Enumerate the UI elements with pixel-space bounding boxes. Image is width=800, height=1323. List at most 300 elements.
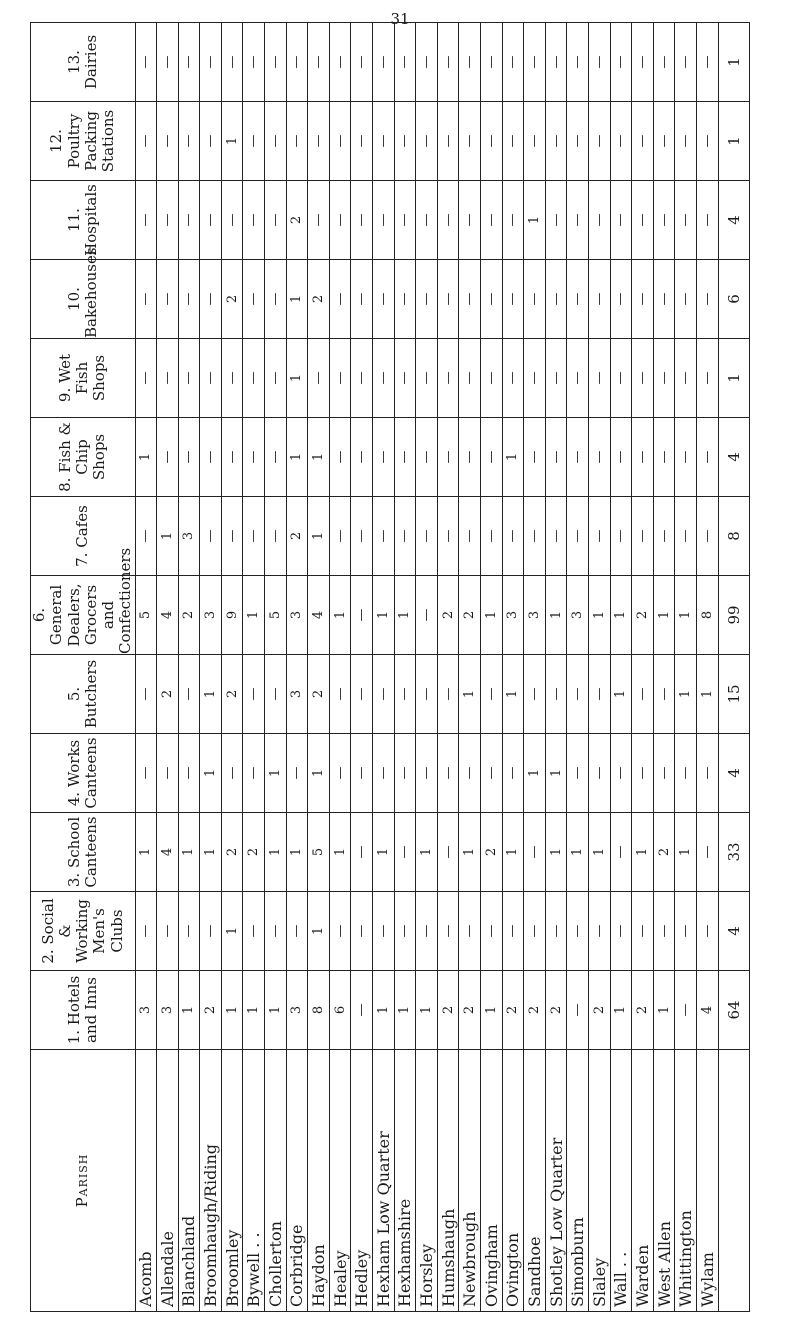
table-cell: — bbox=[696, 892, 718, 971]
table-cell: 1 bbox=[286, 813, 308, 892]
table-cell: — bbox=[610, 813, 632, 892]
table-cell: — bbox=[675, 892, 697, 971]
table-cell: — bbox=[437, 734, 459, 813]
column-header: 5. Butchers bbox=[31, 655, 136, 734]
table-cell: 2 bbox=[308, 655, 330, 734]
table-row bbox=[524, 23, 546, 1312]
table-cell: — bbox=[696, 734, 718, 813]
table-cell: — bbox=[200, 181, 222, 260]
table-cell: — bbox=[653, 102, 675, 181]
table-row bbox=[221, 23, 243, 1312]
table-cell: — bbox=[675, 418, 697, 497]
total-cell: 1 bbox=[718, 102, 749, 181]
table-cell: 2 bbox=[545, 971, 567, 1050]
table-cell: — bbox=[696, 339, 718, 418]
table-cell: — bbox=[632, 418, 654, 497]
table-cell: — bbox=[696, 102, 718, 181]
table-cell: 1 bbox=[178, 813, 200, 892]
establishments-table bbox=[30, 22, 750, 1312]
table-cell: — bbox=[524, 260, 546, 339]
table-cell: — bbox=[588, 892, 610, 971]
total-cell: 4 bbox=[718, 892, 749, 971]
table-cell: — bbox=[588, 102, 610, 181]
table-cell: 1 bbox=[265, 971, 287, 1050]
table-cell: — bbox=[545, 892, 567, 971]
table-cell: 2 bbox=[157, 655, 179, 734]
table-cell: 3 bbox=[286, 971, 308, 1050]
table-cell: — bbox=[135, 181, 157, 260]
table-cell: 1 bbox=[373, 971, 395, 1050]
total-cell: 1 bbox=[718, 339, 749, 418]
table-cell: — bbox=[459, 339, 481, 418]
table-cell: — bbox=[135, 734, 157, 813]
table-cell: — bbox=[459, 497, 481, 576]
table-cell: — bbox=[351, 576, 373, 655]
totals-label-cell bbox=[718, 1050, 749, 1312]
table-cell: 4 bbox=[157, 576, 179, 655]
table-cell: 1 bbox=[545, 813, 567, 892]
parish-name: Shotley Low Quarter bbox=[545, 1050, 567, 1312]
table-row bbox=[481, 23, 503, 1312]
table-cell: — bbox=[373, 102, 395, 181]
total-cell: 99 bbox=[718, 576, 749, 655]
rotated-table-wrapper bbox=[30, 22, 750, 1312]
table-cell: — bbox=[588, 23, 610, 102]
table-cell: — bbox=[502, 181, 524, 260]
table-cell: 1 bbox=[524, 181, 546, 260]
table-cell: — bbox=[653, 734, 675, 813]
table-cell: — bbox=[437, 260, 459, 339]
table-cell: — bbox=[178, 655, 200, 734]
table-row bbox=[567, 23, 589, 1312]
table-cell: — bbox=[178, 23, 200, 102]
table-cell: — bbox=[135, 23, 157, 102]
total-cell: 6 bbox=[718, 260, 749, 339]
table-cell: 1 bbox=[394, 971, 416, 1050]
table-cell: — bbox=[481, 655, 503, 734]
table-cell: — bbox=[545, 102, 567, 181]
parish-name: Chollerton bbox=[265, 1050, 287, 1312]
table-cell: 1 bbox=[135, 813, 157, 892]
table-cell: — bbox=[502, 734, 524, 813]
table-cell: — bbox=[286, 102, 308, 181]
table-cell: 3 bbox=[286, 655, 308, 734]
table-cell: 1 bbox=[373, 576, 395, 655]
table-cell: — bbox=[329, 181, 351, 260]
table-cell: 1 bbox=[373, 813, 395, 892]
table-cell: 1 bbox=[675, 813, 697, 892]
table-cell: — bbox=[481, 339, 503, 418]
table-cell: — bbox=[308, 102, 330, 181]
table-cell: — bbox=[588, 497, 610, 576]
table-cell: 2 bbox=[178, 576, 200, 655]
table-cell: 3 bbox=[178, 497, 200, 576]
table-cell: — bbox=[351, 892, 373, 971]
total-cell: 33 bbox=[718, 813, 749, 892]
table-cell: — bbox=[696, 813, 718, 892]
table-cell: — bbox=[610, 260, 632, 339]
table-cell: — bbox=[351, 181, 373, 260]
table-cell: — bbox=[416, 181, 438, 260]
parish-name: Warden bbox=[632, 1050, 654, 1312]
table-cell: — bbox=[265, 892, 287, 971]
table-cell: 2 bbox=[588, 971, 610, 1050]
table-cell: — bbox=[545, 23, 567, 102]
table-cell: — bbox=[329, 655, 351, 734]
table-cell: 1 bbox=[243, 576, 265, 655]
table-cell: — bbox=[653, 497, 675, 576]
table-cell: — bbox=[329, 418, 351, 497]
table-cell: — bbox=[157, 260, 179, 339]
table-cell: 1 bbox=[632, 813, 654, 892]
table-cell: — bbox=[545, 497, 567, 576]
table-cell: 1 bbox=[459, 813, 481, 892]
column-header: 3. School Canteens bbox=[31, 813, 136, 892]
table-cell: — bbox=[502, 892, 524, 971]
table-cell: — bbox=[567, 971, 589, 1050]
table-cell: — bbox=[416, 260, 438, 339]
table-cell: — bbox=[545, 181, 567, 260]
table-cell: — bbox=[243, 892, 265, 971]
table-cell: — bbox=[632, 655, 654, 734]
table-cell: — bbox=[135, 892, 157, 971]
table-cell: — bbox=[588, 339, 610, 418]
table-cell: — bbox=[157, 418, 179, 497]
table-cell: 1 bbox=[524, 734, 546, 813]
table-cell: — bbox=[394, 655, 416, 734]
table-cell: — bbox=[243, 102, 265, 181]
table-cell: — bbox=[459, 102, 481, 181]
table-cell: — bbox=[675, 23, 697, 102]
table-cell: — bbox=[329, 339, 351, 418]
table-cell: 9 bbox=[221, 576, 243, 655]
table-cell: — bbox=[437, 813, 459, 892]
table-cell: 1 bbox=[416, 971, 438, 1050]
total-cell: 4 bbox=[718, 181, 749, 260]
table-cell: — bbox=[394, 418, 416, 497]
table-cell: — bbox=[524, 497, 546, 576]
table-cell: — bbox=[675, 497, 697, 576]
table-cell: — bbox=[394, 339, 416, 418]
table-head bbox=[31, 23, 136, 1312]
table-cell: — bbox=[567, 497, 589, 576]
table-cell: — bbox=[265, 655, 287, 734]
table-cell: 1 bbox=[481, 971, 503, 1050]
table-row bbox=[178, 23, 200, 1312]
header-row bbox=[31, 23, 136, 1312]
table-cell: — bbox=[610, 418, 632, 497]
column-header: 9. Wet Fish Shops bbox=[31, 339, 136, 418]
table-cell: — bbox=[416, 892, 438, 971]
table-cell: — bbox=[437, 655, 459, 734]
table-cell: — bbox=[135, 339, 157, 418]
table-cell: — bbox=[610, 181, 632, 260]
table-cell: — bbox=[632, 734, 654, 813]
parish-name: Newbrough bbox=[459, 1050, 481, 1312]
table-cell: — bbox=[351, 655, 373, 734]
table-cell: — bbox=[351, 260, 373, 339]
table-cell: — bbox=[265, 23, 287, 102]
table-cell: — bbox=[437, 102, 459, 181]
table-cell: — bbox=[221, 734, 243, 813]
table-cell: — bbox=[243, 418, 265, 497]
table-cell: — bbox=[373, 497, 395, 576]
table-cell: — bbox=[135, 102, 157, 181]
table-cell: 3 bbox=[567, 576, 589, 655]
table-cell: — bbox=[545, 655, 567, 734]
parish-name: Haydon bbox=[308, 1050, 330, 1312]
table-cell: — bbox=[394, 23, 416, 102]
table-cell: — bbox=[416, 734, 438, 813]
table-cell: — bbox=[610, 102, 632, 181]
table-cell: — bbox=[675, 260, 697, 339]
table-cell: — bbox=[416, 576, 438, 655]
table-cell: — bbox=[588, 181, 610, 260]
table-cell: 1 bbox=[610, 655, 632, 734]
table-cell: 1 bbox=[481, 576, 503, 655]
table-cell: — bbox=[221, 23, 243, 102]
table-cell: — bbox=[243, 23, 265, 102]
total-cell: 64 bbox=[718, 971, 749, 1050]
table-cell: — bbox=[351, 102, 373, 181]
parish-name: West Allen bbox=[653, 1050, 675, 1312]
table-cell: — bbox=[567, 339, 589, 418]
parish-name: Simonburn bbox=[567, 1050, 589, 1312]
table-cell: 2 bbox=[524, 971, 546, 1050]
table-cell: — bbox=[524, 23, 546, 102]
table-row bbox=[459, 23, 481, 1312]
table-cell: 5 bbox=[135, 576, 157, 655]
table-cell: — bbox=[157, 892, 179, 971]
table-cell: — bbox=[373, 181, 395, 260]
parish-name: Wall . . bbox=[610, 1050, 632, 1312]
table-cell: — bbox=[459, 418, 481, 497]
table-cell: — bbox=[459, 734, 481, 813]
table-cell: — bbox=[567, 181, 589, 260]
table-cell: 2 bbox=[308, 260, 330, 339]
table-cell: — bbox=[632, 339, 654, 418]
table-cell: — bbox=[632, 181, 654, 260]
parish-name: Wylam bbox=[696, 1050, 718, 1312]
table-cell: — bbox=[416, 102, 438, 181]
table-cell: — bbox=[178, 260, 200, 339]
table-cell: 2 bbox=[286, 497, 308, 576]
table-cell: — bbox=[265, 418, 287, 497]
table-cell: — bbox=[524, 102, 546, 181]
table-cell: — bbox=[373, 655, 395, 734]
table-cell: 4 bbox=[308, 576, 330, 655]
table-cell: — bbox=[567, 102, 589, 181]
table-cell: 1 bbox=[308, 497, 330, 576]
table-row bbox=[632, 23, 654, 1312]
parish-name: Humshaugh bbox=[437, 1050, 459, 1312]
table-cell: 1 bbox=[308, 892, 330, 971]
table-cell: 1 bbox=[502, 813, 524, 892]
table-cell: — bbox=[329, 102, 351, 181]
table-cell: — bbox=[632, 260, 654, 339]
table-cell: — bbox=[200, 260, 222, 339]
table-row bbox=[351, 23, 373, 1312]
column-header: 8. Fish & Chip Shops bbox=[31, 418, 136, 497]
table-cell: — bbox=[610, 892, 632, 971]
table-cell: — bbox=[675, 181, 697, 260]
table-row bbox=[394, 23, 416, 1312]
table-cell: — bbox=[545, 339, 567, 418]
table-cell: 1 bbox=[178, 971, 200, 1050]
parish-name: Sandhoe bbox=[524, 1050, 546, 1312]
table-cell: — bbox=[437, 339, 459, 418]
table-cell: 1 bbox=[243, 971, 265, 1050]
table-cell: — bbox=[610, 23, 632, 102]
parish-name: Ovington bbox=[502, 1050, 524, 1312]
table-cell: 2 bbox=[221, 813, 243, 892]
table-cell: 2 bbox=[653, 813, 675, 892]
table-cell: — bbox=[157, 23, 179, 102]
table-cell: — bbox=[329, 260, 351, 339]
parish-name: Hedley bbox=[351, 1050, 373, 1312]
table-cell: — bbox=[459, 181, 481, 260]
table-cell: — bbox=[567, 892, 589, 971]
table-cell: — bbox=[675, 339, 697, 418]
table-cell: — bbox=[351, 971, 373, 1050]
table-cell: 8 bbox=[696, 576, 718, 655]
table-cell: 1 bbox=[265, 813, 287, 892]
table-cell: — bbox=[265, 260, 287, 339]
table-cell: — bbox=[653, 181, 675, 260]
table-row bbox=[200, 23, 222, 1312]
table-cell: — bbox=[481, 260, 503, 339]
table-row bbox=[545, 23, 567, 1312]
table-cell: — bbox=[286, 23, 308, 102]
parish-name: Whittington bbox=[675, 1050, 697, 1312]
table-cell: — bbox=[394, 813, 416, 892]
table-cell: 2 bbox=[221, 655, 243, 734]
table-cell: — bbox=[675, 102, 697, 181]
table-cell: 1 bbox=[200, 813, 222, 892]
table-cell: — bbox=[329, 23, 351, 102]
table-cell: — bbox=[459, 892, 481, 971]
page-number: 31 bbox=[390, 10, 410, 28]
table-cell: 1 bbox=[610, 576, 632, 655]
table-cell: — bbox=[610, 339, 632, 418]
table-row bbox=[329, 23, 351, 1312]
table-cell: — bbox=[243, 181, 265, 260]
table-row bbox=[265, 23, 287, 1312]
table-cell: — bbox=[351, 734, 373, 813]
table-cell: — bbox=[394, 892, 416, 971]
table-cell: — bbox=[243, 734, 265, 813]
table-cell: — bbox=[524, 655, 546, 734]
table-cell: — bbox=[502, 102, 524, 181]
table-cell: — bbox=[632, 23, 654, 102]
table-cell: — bbox=[653, 418, 675, 497]
table-cell: — bbox=[437, 23, 459, 102]
parish-name: Healey bbox=[329, 1050, 351, 1312]
table-cell: — bbox=[178, 181, 200, 260]
table-cell: — bbox=[200, 497, 222, 576]
table-cell: 1 bbox=[459, 655, 481, 734]
table-cell: — bbox=[329, 734, 351, 813]
table-cell: — bbox=[696, 23, 718, 102]
parish-name: Acomb bbox=[135, 1050, 157, 1312]
table-cell: — bbox=[437, 497, 459, 576]
table-cell: 2 bbox=[437, 576, 459, 655]
table-cell: — bbox=[178, 102, 200, 181]
table-cell: — bbox=[653, 892, 675, 971]
table-cell: 1 bbox=[502, 418, 524, 497]
table-cell: — bbox=[416, 23, 438, 102]
table-cell: — bbox=[437, 892, 459, 971]
table-row bbox=[588, 23, 610, 1312]
table-cell: — bbox=[481, 181, 503, 260]
table-cell: — bbox=[481, 892, 503, 971]
table-cell: 3 bbox=[524, 576, 546, 655]
table-cell: 1 bbox=[696, 655, 718, 734]
table-cell: 1 bbox=[221, 971, 243, 1050]
table-cell: — bbox=[524, 339, 546, 418]
column-header: 11. Hospitals bbox=[31, 181, 136, 260]
table-row bbox=[286, 23, 308, 1312]
table-cell: — bbox=[416, 655, 438, 734]
table-cell: — bbox=[373, 339, 395, 418]
table-cell: — bbox=[416, 418, 438, 497]
table-cell: 2 bbox=[459, 971, 481, 1050]
table-cell: — bbox=[308, 339, 330, 418]
column-header: 4. Works Canteens bbox=[31, 734, 136, 813]
table-cell: — bbox=[588, 418, 610, 497]
table-cell: — bbox=[675, 971, 697, 1050]
column-header-parish: Parish bbox=[31, 1050, 136, 1312]
table-cell: 2 bbox=[459, 576, 481, 655]
parish-name: Ovingham bbox=[481, 1050, 503, 1312]
table-cell: 1 bbox=[675, 576, 697, 655]
table-row bbox=[373, 23, 395, 1312]
parish-name: Blanchland bbox=[178, 1050, 200, 1312]
column-header: 2. Social & Working Men's Clubs bbox=[31, 892, 136, 971]
table-cell: 5 bbox=[308, 813, 330, 892]
table-cell: — bbox=[502, 339, 524, 418]
table-cell: 2 bbox=[200, 971, 222, 1050]
total-cell: 8 bbox=[718, 497, 749, 576]
table-row bbox=[610, 23, 632, 1312]
parish-name: Hexham Low Quarter bbox=[373, 1050, 395, 1312]
table-cell: — bbox=[308, 23, 330, 102]
table-cell: — bbox=[178, 339, 200, 418]
table-cell: — bbox=[243, 339, 265, 418]
table-cell: 1 bbox=[416, 813, 438, 892]
table-cell: 1 bbox=[308, 418, 330, 497]
table-cell: 2 bbox=[632, 971, 654, 1050]
parish-name: Hexhamshire bbox=[394, 1050, 416, 1312]
total-cell: 4 bbox=[718, 734, 749, 813]
table-cell: — bbox=[481, 418, 503, 497]
table-cell: — bbox=[243, 260, 265, 339]
table-row bbox=[308, 23, 330, 1312]
table-cell: — bbox=[437, 181, 459, 260]
table-row bbox=[157, 23, 179, 1312]
table-cell: — bbox=[545, 260, 567, 339]
totals-row bbox=[718, 23, 749, 1312]
table-row bbox=[675, 23, 697, 1312]
table-cell: — bbox=[567, 655, 589, 734]
table-cell: — bbox=[265, 102, 287, 181]
table-cell: — bbox=[545, 418, 567, 497]
table-cell: — bbox=[632, 892, 654, 971]
table-cell: — bbox=[200, 23, 222, 102]
table-row bbox=[416, 23, 438, 1312]
table-cell: — bbox=[178, 418, 200, 497]
table-cell: 1 bbox=[588, 576, 610, 655]
